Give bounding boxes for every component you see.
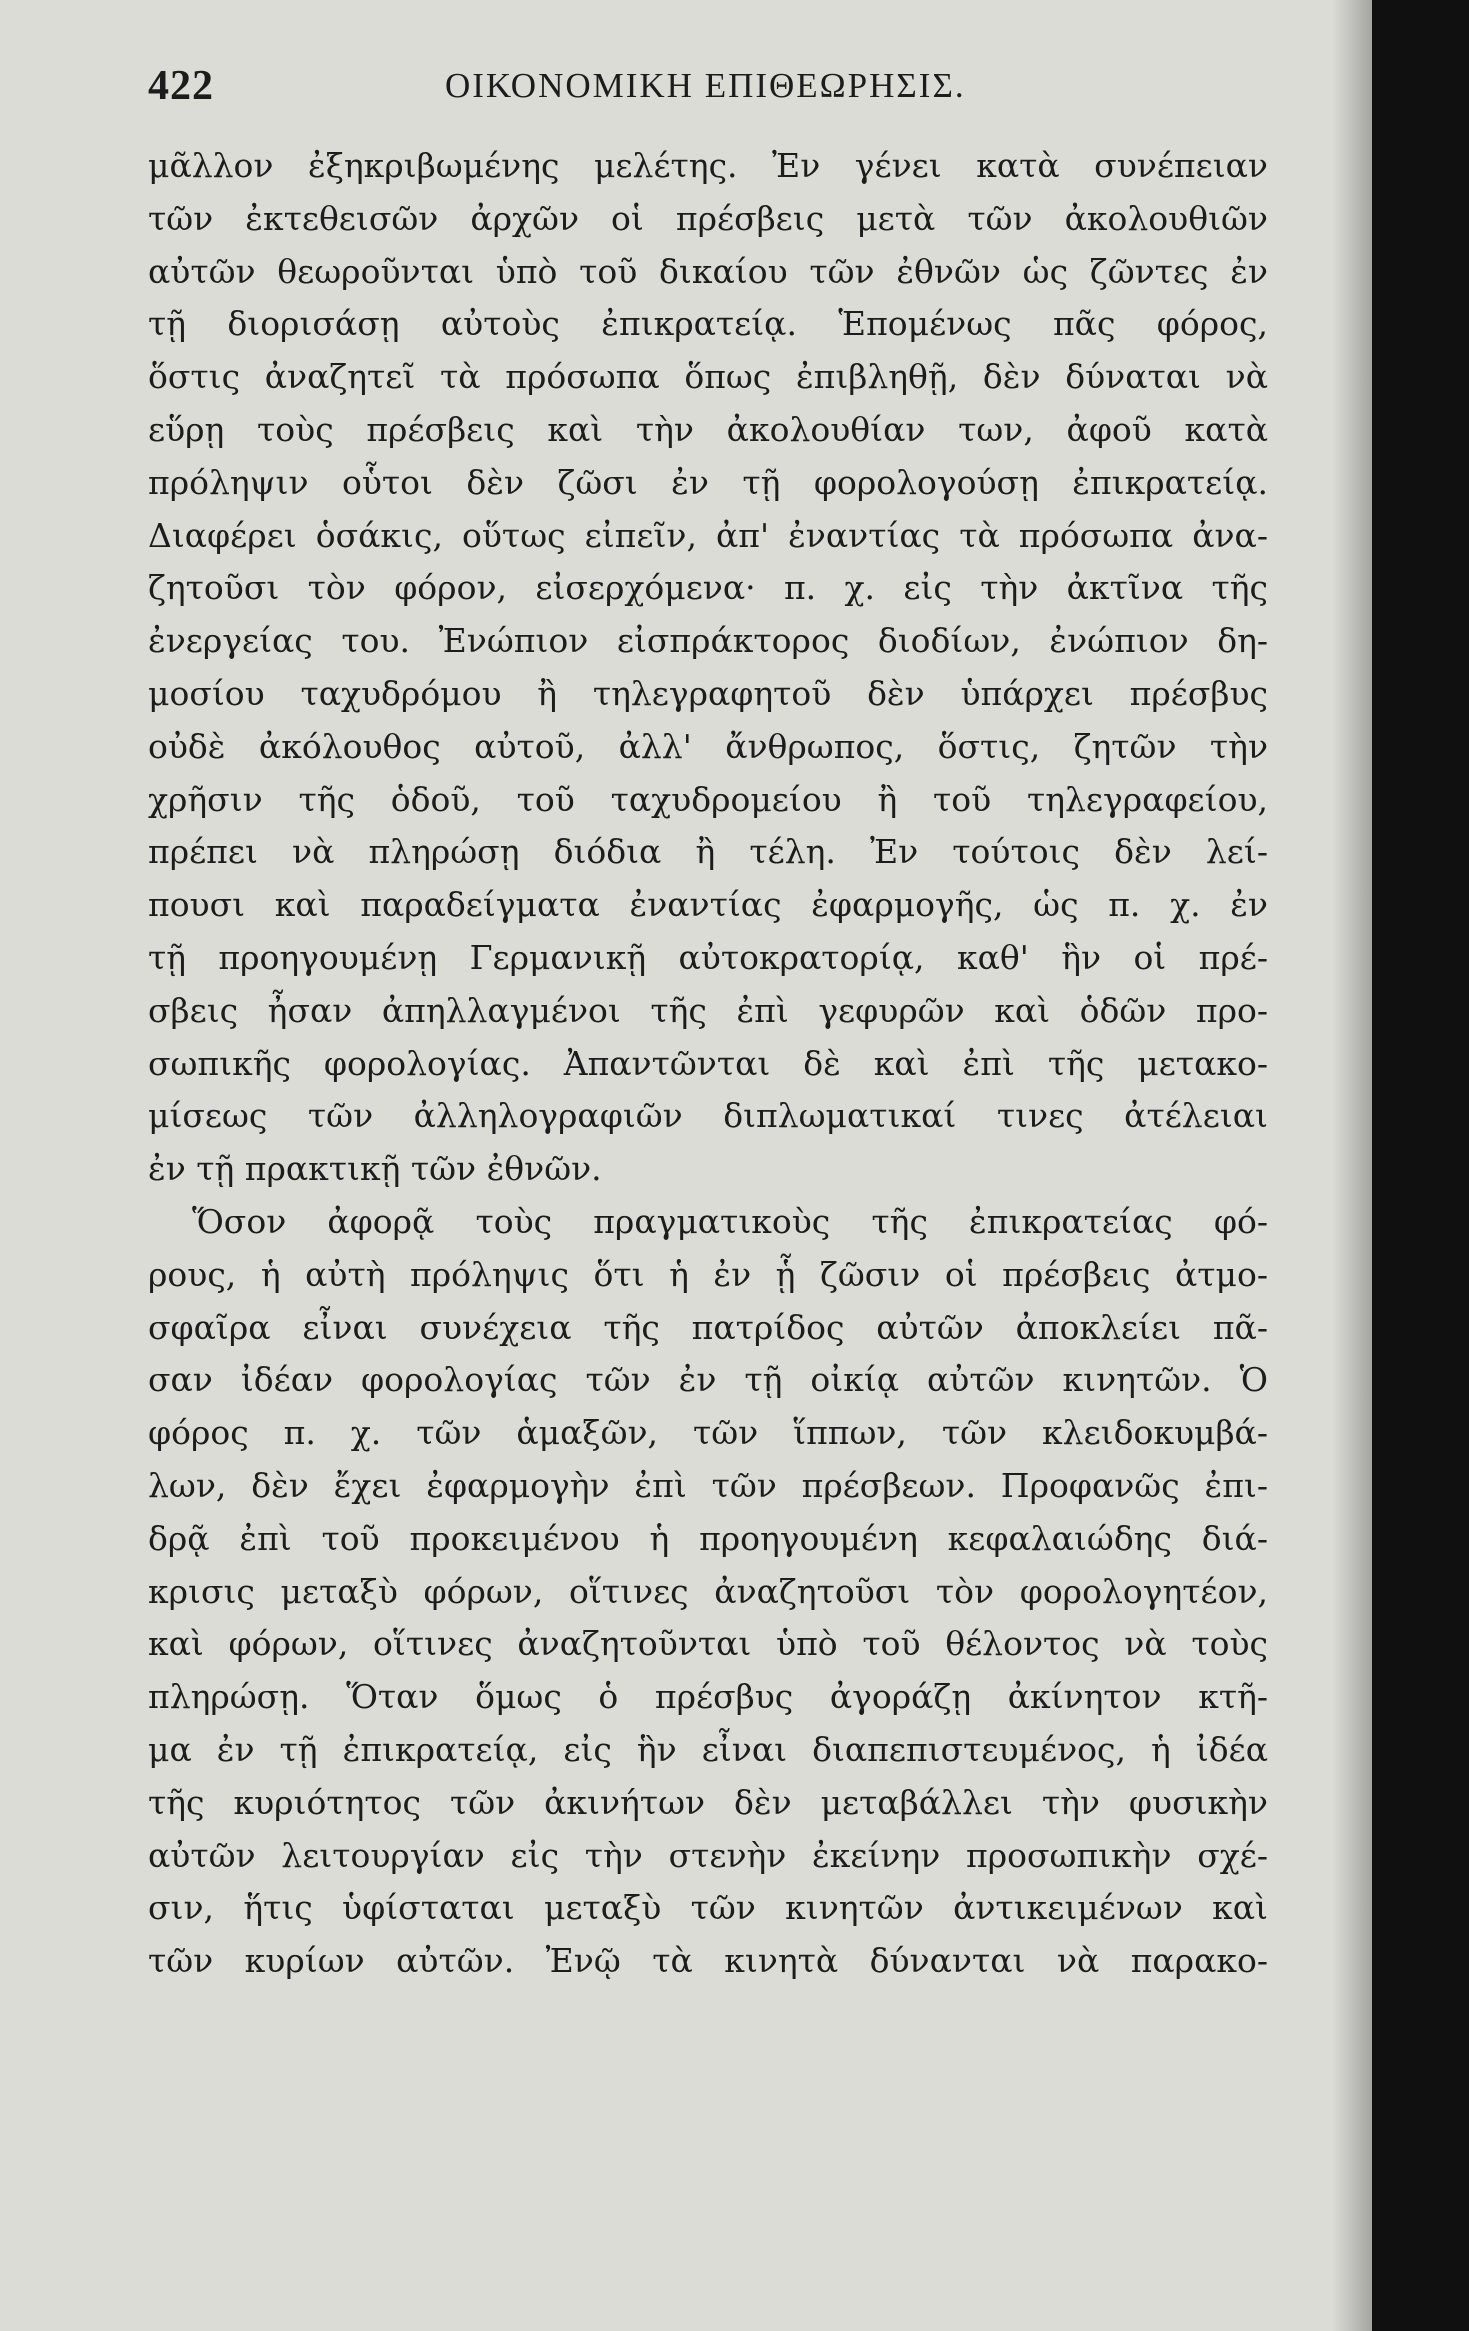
text-line: αὐτῶν θεωροῦνται ὑπὸ τοῦ δικαίου τῶν ἐθνῶν ὡς ζῶντες ἐν <box>148 251 1268 291</box>
text-line: ζητοῦσι τὸν φόρον, εἰσερχόμενα· π. χ. εἰς τὴν ἀκτῖνα τῆς <box>148 568 1268 608</box>
text-line: ἐνεργείας του. Ἐνώπιον εἰσπράκτορος διοδίων, ἐνώπιον δη- <box>148 621 1268 661</box>
text-line: τῶν ἐκτεθεισῶν ἀρχῶν οἱ πρέσβεις μετὰ τῶν ἀκολουθιῶν <box>148 198 1268 238</box>
page-header <box>148 62 1268 122</box>
text-line: λων, δὲν ἔχει ἐφαρμογὴν ἐπὶ τῶν πρέσβεων. Προφανῶς ἐπι- <box>148 1465 1268 1505</box>
running-title: ΟΙΚΟΝΟΜΙΚΗ ΕΠΙΘΕΩΡΗΣΙΣ. <box>445 66 966 105</box>
text-line: πουσι καὶ παραδείγματα ἐναντίας ἐφαρμογῆς, ὡς π. χ. ἐν <box>148 885 1268 925</box>
text-line: τῇ διορισάσῃ αὐτοὺς ἐπικρατείᾳ. Ἑπομένως πᾶς φόρος, <box>148 304 1268 344</box>
text-line: μίσεως τῶν ἀλληλογραφιῶν διπλωματικαί τινες ἀτέλειαι <box>148 1096 1268 1136</box>
text-line: πρέπει νὰ πληρώσῃ διόδια ἢ τέλη. Ἐν τούτοις δὲν λεί- <box>148 832 1268 872</box>
text-line: σβεις ἦσαν ἀπηλλαγμένοι τῆς ἐπὶ γεφυρῶν καὶ ὁδῶν προ- <box>148 990 1268 1030</box>
text-line: σαν ἰδέαν φορολογίας τῶν ἐν τῇ οἰκίᾳ αὐτῶν κινητῶν. Ὁ <box>148 1360 1268 1400</box>
text-line: τῶν κυρίων αὐτῶν. Ἐνῷ τὰ κινητὰ δύνανται νὰ παρακο- <box>148 1941 1268 1981</box>
text-line: χρῆσιν τῆς ὁδοῦ, τοῦ ταχυδρομείου ἢ τοῦ τηλεγραφείου, <box>148 779 1268 819</box>
text-line: πρόληψιν οὗτοι δὲν ζῶσι ἐν τῇ φορολογούσῃ ἐπικρατείᾳ. <box>148 462 1268 502</box>
text-line: φόρος π. χ. τῶν ἁμαξῶν, τῶν ἵππων, τῶν κλειδοκυμβά- <box>148 1413 1268 1453</box>
text-line: τῆς κυριότητος τῶν ἀκινήτων δὲν μεταβάλλει τὴν φυσικὴν <box>148 1782 1268 1822</box>
text-line: μα ἐν τῇ ἐπικρατείᾳ, εἰς ἣν εἶναι διαπεπιστευμένος, ἡ ἰδέα <box>148 1729 1268 1769</box>
text-line: οὐδὲ ἀκόλουθος αὐτοῦ, ἀλλ' ἄνθρωπος, ὅστις, ζητῶν τὴν <box>148 726 1268 766</box>
text-line: σιν, ἥτις ὑφίσταται μεταξὺ τῶν κινητῶν ἀντικειμένων καὶ <box>148 1888 1268 1928</box>
text-line: πληρώσῃ. Ὅταν ὅμως ὁ πρέσβυς ἀγοράζῃ ἀκίνητον κτῆ- <box>148 1677 1268 1717</box>
text-line: τῇ προηγουμένῃ Γερμανικῇ αὐτοκρατορίᾳ, καθ' ἣν οἱ πρέ- <box>148 937 1268 977</box>
text-line: σφαῖρα εἶναι συνέχεια τῆς πατρίδος αὐτῶν ἀποκλείει πᾶ- <box>148 1307 1268 1347</box>
text-line: ρους, ἡ αὐτὴ πρόληψις ὅτι ἡ ἐν ᾗ ζῶσιν οἱ πρέσβεις ἀτμο- <box>148 1254 1268 1294</box>
page-edge-shadow <box>1332 0 1372 2331</box>
text-line: μοσίου ταχυδρόμου ἢ τηλεγραφητοῦ δὲν ὑπάρχει πρέσβυς <box>148 673 1268 713</box>
text-line: εὕρῃ τοὺς πρέσβεις καὶ τὴν ἀκολουθίαν των, ἀφοῦ κατὰ <box>148 409 1268 449</box>
text-line: καὶ φόρων, οἵτινες ἀναζητοῦνται ὑπὸ τοῦ θέλοντος νὰ τοὺς <box>148 1624 1268 1664</box>
text-line: σωπικῆς φορολογίας. Ἀπαντῶνται δὲ καὶ ἐπὶ τῆς μετακο- <box>148 1043 1268 1083</box>
text-line: κρισις μεταξὺ φόρων, οἵτινες ἀναζητοῦσι τὸν φορολογητέον, <box>148 1571 1268 1611</box>
text-line: ἐν τῇ πρακτικῇ τῶν ἐθνῶν. <box>148 1149 602 1189</box>
text-line: Ὅσον ἀφορᾷ τοὺς πραγματικοὺς τῆς ἐπικρατείας φό- <box>192 1201 1268 1241</box>
text-line: ὅστις ἀναζητεῖ τὰ πρόσωπα ὅπως ἐπιβληθῇ, δὲν δύναται νὰ <box>148 357 1268 397</box>
text-line: μᾶλλον ἐξηκριβωμένης μελέτης. Ἐν γένει κατὰ συνέπειαν <box>148 146 1268 185</box>
page-number: 422 <box>148 63 214 109</box>
body-text <box>148 140 1268 1988</box>
text-line: δρᾷ ἐπὶ τοῦ προκειμένου ἡ προηγουμένη κεφαλαιώδης διά- <box>148 1518 1268 1558</box>
text-line: αὐτῶν λειτουργίαν εἰς τὴν στενὴν ἐκείνην προσωπικὴν σχέ- <box>148 1835 1268 1875</box>
text-line: Διαφέρει ὁσάκις, οὕτως εἰπεῖν, ἀπ' ἐναντίας τὰ πρόσωπα ἀνα- <box>148 515 1268 555</box>
